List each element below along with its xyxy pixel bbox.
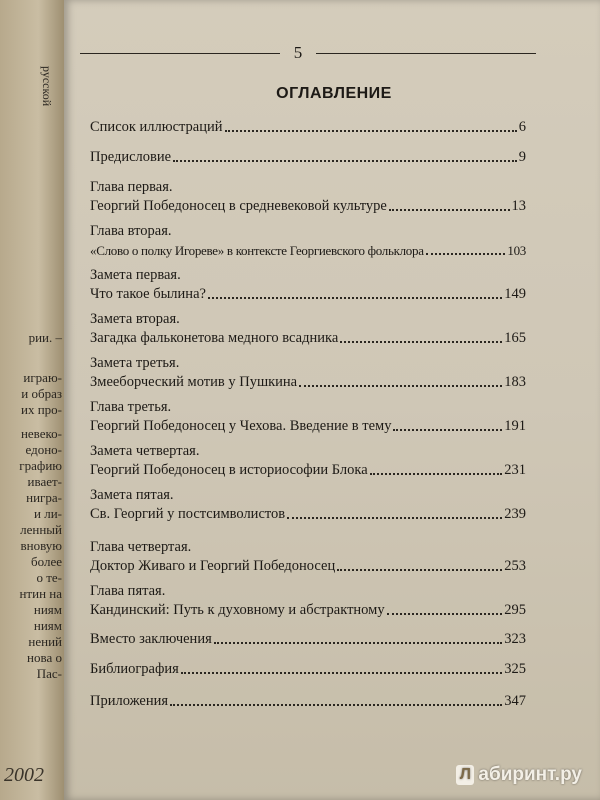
toc-entry-title: Приложения — [90, 693, 169, 709]
toc-entry-chapter: Глава третья. — [90, 399, 172, 415]
toc-entry-title: Кандинский: Путь к духовному и абстрактному — [90, 602, 385, 618]
toc-entry-page: 183 — [504, 374, 526, 390]
facing-fragment: рии. – — [28, 330, 62, 345]
facing-fragment: нова о — [27, 650, 62, 665]
leader-dots — [225, 130, 517, 132]
toc-entry — [90, 354, 526, 392]
toc-entry-chapter: Замета четвертая. — [90, 443, 200, 459]
toc-entry-chapter: Глава четвертая. — [90, 539, 192, 555]
facing-fragment: графию — [19, 458, 62, 473]
leader-dots — [370, 473, 503, 475]
toc-entry-chapter: Глава вторая. — [90, 223, 172, 239]
watermark-logo — [456, 764, 582, 786]
leader-dots — [389, 209, 510, 211]
header-rule-right — [316, 53, 536, 54]
toc-title: ОГЛАВЛЕНИЕ — [276, 85, 392, 102]
toc-entry-chapter: Замета пятая. — [90, 487, 174, 503]
page-number: 5 — [293, 43, 303, 62]
facing-fragment: едоно- — [25, 442, 62, 457]
toc-entry-title: Змееборческий мотив у Пушкина — [90, 374, 298, 390]
toc-entry-title: Библиография — [90, 661, 179, 677]
toc-entry-title: Что такое былина? — [90, 286, 206, 302]
leader-dots — [299, 385, 502, 387]
toc-entry — [90, 310, 526, 348]
facing-fragment: более — [31, 554, 62, 569]
leader-dots — [208, 297, 502, 299]
facing-fragment: Пас- — [36, 666, 62, 681]
book-page — [64, 0, 600, 800]
toc-entry — [90, 582, 526, 620]
facing-fragment: невеко- — [20, 426, 62, 441]
toc-entry-title: Георгий Победоносец в историософии Блока — [90, 462, 368, 478]
toc-entry-page: 9 — [518, 149, 526, 165]
toc-entry — [90, 692, 526, 711]
facing-fragment: ивает- — [27, 474, 62, 489]
toc-entry — [90, 538, 526, 576]
toc-entry-title: Загадка фальконетова медного всадника — [90, 330, 339, 346]
header-rule-left — [80, 53, 280, 54]
toc-entry-page: 325 — [504, 661, 526, 677]
toc-entry-title: Список иллюстраций — [90, 119, 223, 135]
facing-page — [0, 0, 64, 800]
toc-entry-title: Вместо заключения — [90, 631, 212, 647]
toc-entry-page: 165 — [504, 330, 526, 346]
toc-entry-page: 6 — [518, 119, 526, 135]
toc-entry-title: «Слово о полку Игореве» в контексте Георгиевского фольклора — [90, 243, 424, 258]
toc-entry — [90, 222, 526, 260]
toc-entry — [90, 398, 526, 436]
toc-entry-chapter: Замета третья. — [90, 355, 180, 371]
toc-entry-chapter: Замета первая. — [90, 267, 181, 283]
facing-fragment: нтин на — [19, 586, 62, 601]
toc-entry-title: Предисловие — [90, 149, 172, 165]
leader-dots — [426, 253, 506, 255]
leader-dots — [214, 642, 503, 644]
toc-entry-page: 191 — [504, 418, 526, 434]
facing-fragment: ниям — [33, 602, 62, 617]
toc-entry — [90, 660, 526, 679]
toc-entry-page: 13 — [511, 198, 526, 214]
toc-entry-chapter: Глава первая. — [90, 179, 173, 195]
toc-entry — [90, 118, 526, 137]
watermark-text: абиринт.ру — [478, 764, 582, 785]
toc-entry-chapter: Глава пятая. — [90, 583, 166, 599]
toc-entry-page: 239 — [504, 506, 526, 522]
toc-entry — [90, 486, 526, 524]
toc-entry — [90, 630, 526, 649]
toc-entry — [90, 266, 526, 304]
leader-dots — [337, 569, 502, 571]
toc-entry — [90, 178, 526, 216]
toc-entry-page: 295 — [504, 602, 526, 618]
facing-page-year: 2002 — [4, 764, 44, 786]
toc-entry-title: Доктор Живаго и Георгий Победоносец — [90, 558, 336, 574]
facing-page-vertical-word: русской — [40, 66, 54, 107]
toc-entry-title: Георгий Победоносец в средневековой культуре — [90, 198, 387, 214]
toc-entry-page: 253 — [504, 558, 526, 574]
toc-entry — [90, 148, 526, 167]
facing-fragment: ленный — [20, 522, 62, 537]
facing-fragment: нений — [28, 634, 62, 649]
leader-dots — [181, 672, 502, 674]
toc-entry-page: 149 — [504, 286, 526, 302]
leader-dots — [170, 704, 502, 706]
toc-entry-page: 231 — [504, 462, 526, 478]
toc-entry-page: 347 — [504, 693, 526, 709]
facing-fragment: ниям — [33, 618, 62, 633]
leader-dots — [387, 613, 503, 615]
facing-fragment: вновую — [20, 538, 62, 553]
facing-fragment: и ли- — [34, 506, 62, 521]
toc-entry-page: 103 — [507, 243, 526, 258]
toc-entry-title: Св. Георгий у постсимволистов — [90, 506, 286, 522]
labirint-logo-icon: Л — [456, 765, 474, 785]
facing-fragment: играю- — [23, 370, 62, 385]
toc-entry-title: Георгий Победоносец у Чехова. Введение в тему — [90, 418, 392, 434]
facing-fragment: их про- — [21, 402, 62, 417]
facing-fragment: нигра- — [26, 490, 62, 505]
facing-fragment: о те- — [36, 570, 62, 585]
toc-entry — [90, 442, 526, 480]
toc-entry-page: 323 — [504, 631, 526, 647]
leader-dots — [393, 429, 502, 431]
leader-dots — [287, 517, 502, 519]
leader-dots — [173, 160, 517, 162]
facing-fragment: и образ — [21, 386, 62, 401]
leader-dots — [340, 341, 502, 343]
toc-entry-chapter: Замета вторая. — [90, 311, 180, 327]
